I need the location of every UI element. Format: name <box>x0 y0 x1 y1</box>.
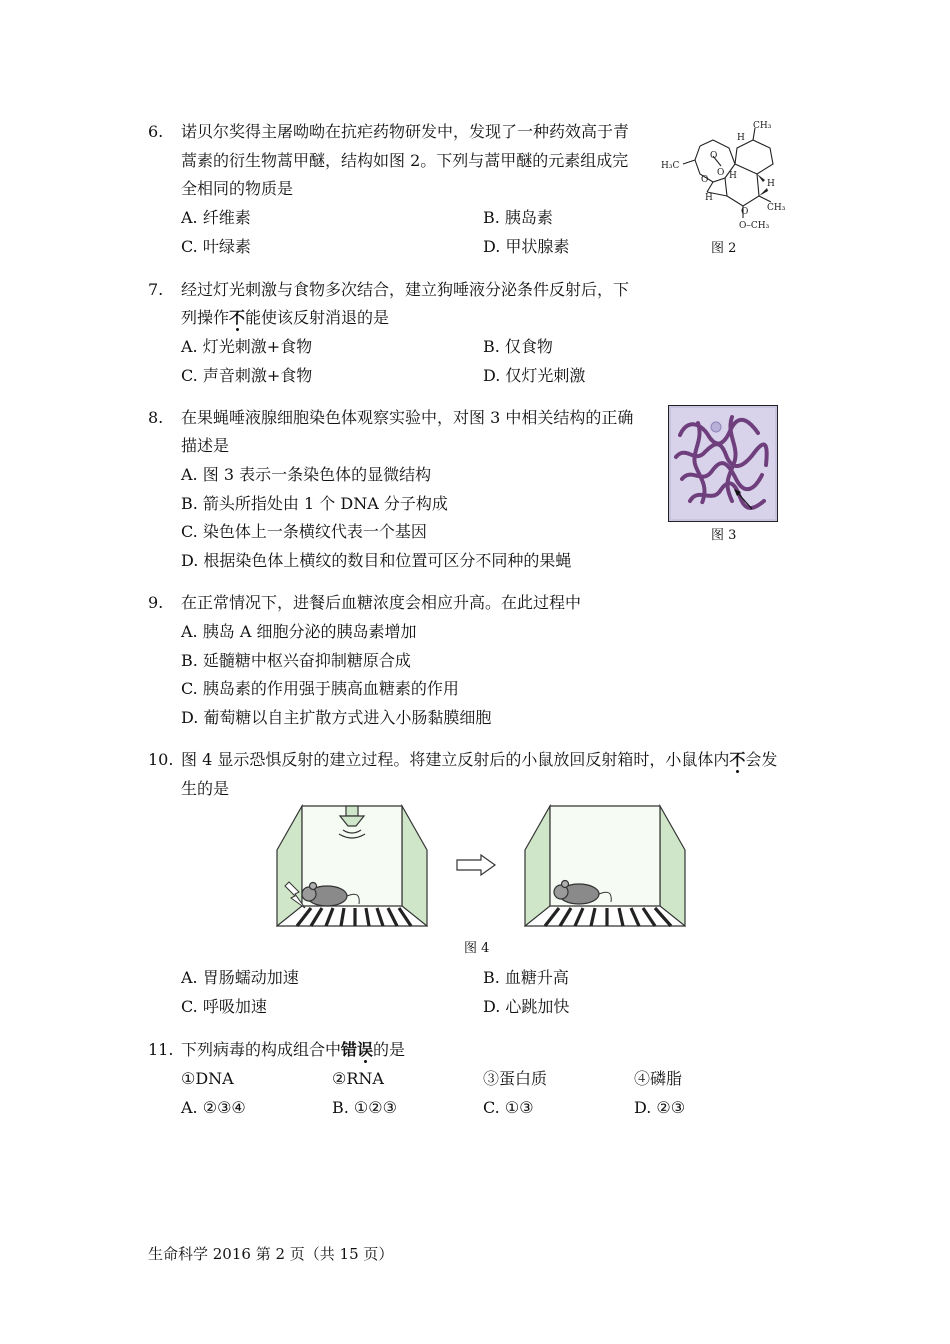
list-item: ④磷脂 <box>634 1069 683 1088</box>
option-b: B. 仅食物 <box>483 337 553 356</box>
emphasis-mark: 误 <box>357 1040 374 1059</box>
oxygen-label: O <box>701 175 709 185</box>
conditioning-box-right <box>525 806 685 926</box>
question-text: 描述是 <box>181 436 230 455</box>
option-a: A. ②③④ <box>181 1098 246 1117</box>
figure-caption: 图 2 <box>711 241 737 256</box>
option-a: A. 纤维素 <box>181 208 251 227</box>
oxygen-label: O <box>717 168 725 178</box>
option-c: C. 呼吸加速 <box>181 997 267 1016</box>
option-b: B. 胰岛素 <box>483 208 553 227</box>
conditioning-box-left <box>277 806 427 926</box>
question-number: 8. <box>148 408 164 427</box>
option-a: A. 胰岛 A 细胞分泌的胰岛素增加 <box>181 622 417 641</box>
option-a: A. 胃肠蠕动加速 <box>181 968 299 987</box>
option-d: D. 心跳加快 <box>483 997 570 1016</box>
option-d: D. 仅灯光刺激 <box>483 366 586 385</box>
question-text: 全相同的物质是 <box>181 179 294 198</box>
question-text: 生的是 <box>181 779 230 798</box>
oxygen-label: O <box>710 151 718 161</box>
question-number: 6. <box>148 122 164 141</box>
oxygen-label: O <box>741 207 749 217</box>
emphasis-mark: 错 <box>341 1040 358 1059</box>
question-text: 在果蝇唾液腺细胞染色体观察实验中，对图 3 中相关结构的正确 <box>181 408 634 427</box>
option-c: C. 胰岛素的作用强于胰高血糖素的作用 <box>181 679 459 698</box>
chromosome-micrograph <box>668 405 778 522</box>
h-label: H <box>705 193 713 203</box>
option-b: B. ①②③ <box>332 1098 397 1117</box>
list-item: ②RNA <box>332 1069 384 1088</box>
option-a: A. 图 3 表示一条染色体的显微结构 <box>181 465 432 484</box>
h3c-label: H₃C <box>661 161 680 171</box>
option-d: D. 根据染色体上横纹的数目和位置可区分不同种的果蝇 <box>181 551 572 570</box>
page-footer: 生命科学 2016 第 2 页（共 15 页） <box>148 1245 394 1263</box>
arrow-icon <box>457 855 495 875</box>
option-d: D. 葡萄糖以自主扩散方式进入小肠黏膜细胞 <box>181 708 492 727</box>
och3-label: O–CH₃ <box>739 221 770 231</box>
question-number: 11. <box>148 1040 174 1059</box>
ch3-label: CH₃ <box>753 121 772 131</box>
ch3-label: CH₃ <box>767 203 786 213</box>
question-number: 10. <box>148 750 174 769</box>
h-label: H <box>737 133 745 143</box>
fear-reflex-figure <box>275 800 690 932</box>
question-text: 经过灯光刺激与食物多次结合，建立狗唾液分泌条件反射后，下 <box>181 280 630 299</box>
h-label: H <box>729 171 737 181</box>
question-text: 图 4 显示恐惧反射的建立过程。将建立反射后的小鼠放回反射箱时，小鼠体内不会发 <box>181 750 778 769</box>
figure-caption: 图 4 <box>464 941 490 956</box>
artemether-structure-figure <box>655 118 795 238</box>
option-b: B. 延髓糖中枢兴奋抑制糖原合成 <box>181 651 411 670</box>
question-text: 蒿素的衍生物蒿甲醚，结构如图 2。下列与蒿甲醚的元素组成完 <box>181 151 629 170</box>
option-c: C. 叶绿素 <box>181 237 251 256</box>
option-d: D. 甲状腺素 <box>483 237 570 256</box>
h-label: H <box>767 179 775 189</box>
emphasis-mark: 不 <box>229 308 246 327</box>
question-number: 7. <box>148 280 164 299</box>
option-a: A. 灯光刺激+食物 <box>181 337 313 356</box>
question-text: 下列病毒的构成组合中错误的是 <box>181 1040 406 1059</box>
question-text: 诺贝尔奖得主屠呦呦在抗疟药物研发中，发现了一种药效高于青 <box>181 122 630 141</box>
option-c: C. 声音刺激+食物 <box>181 366 313 385</box>
option-c: C. 染色体上一条横纹代表一个基因 <box>181 522 427 541</box>
question-text: 列操作不能使该反射消退的是 <box>181 308 390 327</box>
question-text: 在正常情况下，进餐后血糖浓度会相应升高。在此过程中 <box>181 593 582 612</box>
list-item: ③蛋白质 <box>483 1069 548 1088</box>
list-item: ①DNA <box>181 1069 234 1088</box>
option-b: B. 血糖升高 <box>483 968 569 987</box>
option-c: C. ①③ <box>483 1098 534 1117</box>
emphasis-mark: 不 <box>729 750 746 769</box>
option-d: D. ②③ <box>634 1098 686 1117</box>
question-number: 9. <box>148 593 164 612</box>
figure-caption: 图 3 <box>711 528 737 543</box>
option-b: B. 箭头所指处由 1 个 DNA 分子构成 <box>181 494 448 513</box>
